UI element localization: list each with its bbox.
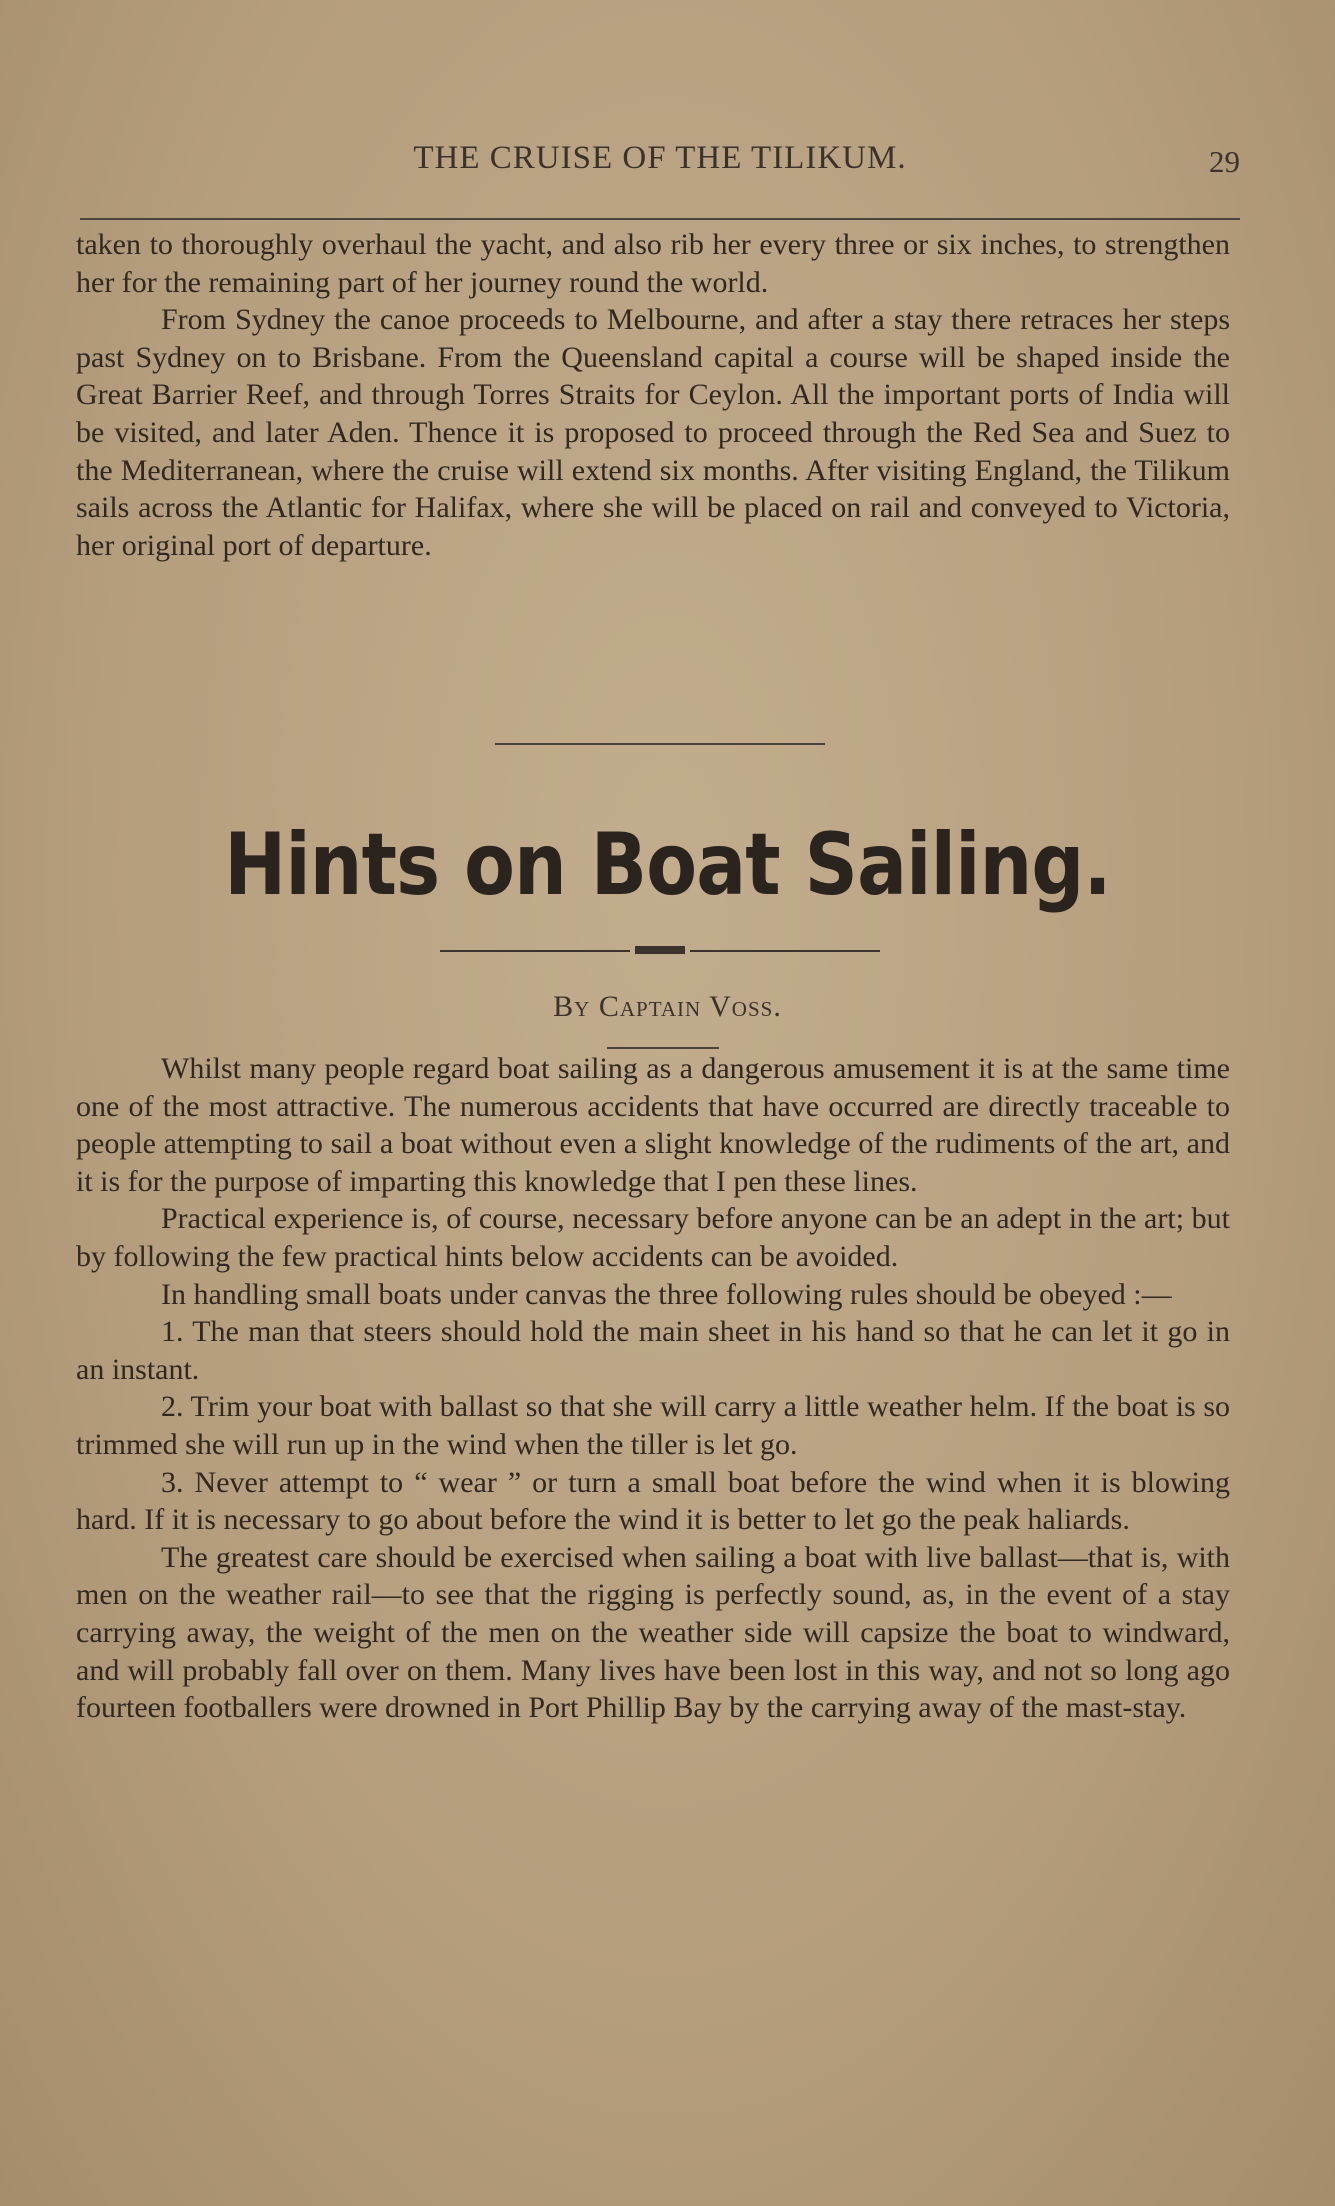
ornament-line-left [440,950,630,952]
ornament-line-right [690,950,880,952]
page-number: 29 [1209,144,1240,179]
paragraph: Practical experience is, of course, necessary before anyone can be an adept in the art; but by following the few practical hints below accidents can be avoided. [76,1202,1230,1273]
byline-rule [607,1047,719,1049]
continuation-text [76,226,1230,564]
header-rule [80,218,1240,220]
paragraph: Whilst many people regard boat sailing as a dangerous amusement it is at the same time one of the most attractive. The numerous accidents that have occurred are directly traceable to people attempting to sail a boat without even a slight knowledge of the rudiments of the art, and it is for the purpose of imparting this knowledge that I pen these lines. [76,1052,1230,1198]
rule-item: 3. Never attempt to “ wear ” or turn a small boat before the wind when it is blowing hard. If it is necessary to go about before the wind it is better to let go the peak haliards. [76,1465,1230,1537]
section-divider [495,743,825,745]
running-head [80,140,1240,190]
running-title: THE CRUISE OF THE TILIKUM. [413,140,907,176]
paragraph: From Sydney the canoe proceeds to Melbourne, and after a stay there retraces her steps past Sydney on to Brisbane. From the Queensland capital a course will be shaped inside the Great Barrier Reef, and through Torres Straits for Ceylon. All the important ports of India will be visited, and later Aden. Thence it is proposed to proceed through the Red Sea and Suez to the Mediterranean, where the cruise will extend six months. After visiting England, the Tilikum sails across the Atlantic for Halifax, where she will be placed on rail and conveyed to Victoria, her original port of departure. [76,303,1230,562]
article-body [76,1050,1230,1727]
paragraph: The greatest care should be exercised when sailing a boat with live ballast—that is, with men on the weather rail—to see that the rigging is perfectly sound, as, in the event of a stay carrying away, the weight of the men on the weather side will capsize the boat to windward, and will probably fall over on them. Many lives have been lost in this way, and not so long ago fourteen footballers were drowned in Port Phillip Bay by the carrying away of the mast-stay. [76,1540,1230,1725]
byline: By Captain Voss. [553,990,782,1023]
title-ornament [440,946,880,956]
paragraph: In handling small boats under canvas the three following rules should be obeyed :— [161,1277,1172,1311]
ornament-center [635,946,685,954]
rule-item: 2. Trim your boat with ballast so that she will carry a little weather helm. If the boat is so trimmed she will run up in the wind when the tiller is let go. [76,1390,1230,1461]
rule-item: 1. The man that steers should hold the main sheet in his hand so that he can let it go in an instant. [76,1315,1230,1386]
paragraph: taken to thoroughly overhaul the yacht, and also rib her every three or six inches, to strengthen her for the remaining part of her journey round the world. [76,228,1230,299]
article-title: Hints on Boat Sailing. [224,815,1111,915]
